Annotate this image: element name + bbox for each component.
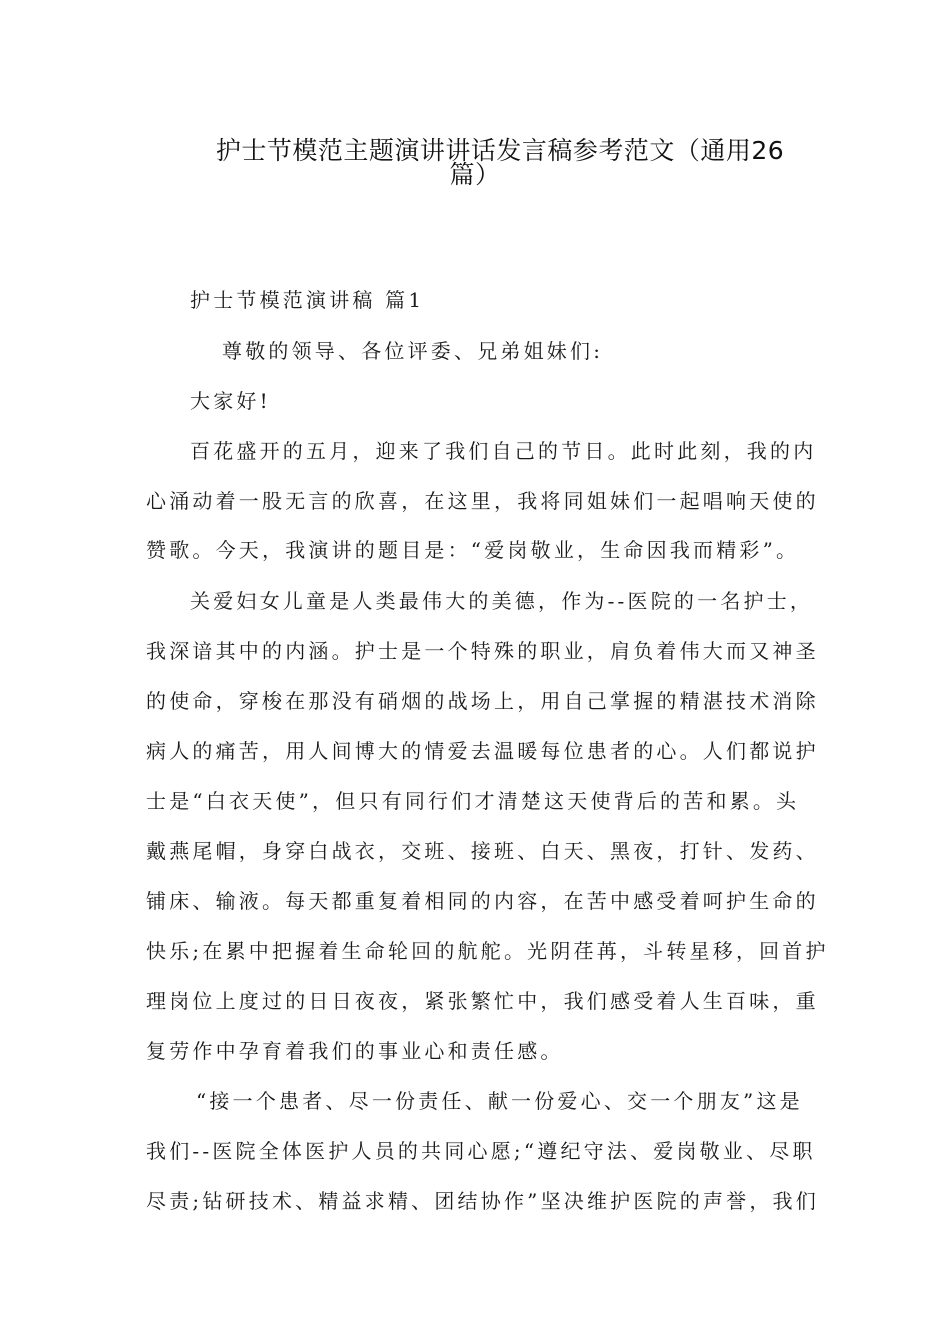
paragraph-line: “接一个患者、尽一份责任、献一份爱心、交一个朋友”这是: [196, 1089, 803, 1113]
paragraph-line: 赞歌。今天，我演讲的题目是：“爱岗敬业，生命因我而精彩”。: [146, 538, 800, 562]
paragraph-line: 心涌动着一股无言的欣喜，在这里，我将同姐妹们一起唱响天使的: [146, 489, 819, 513]
document-title-line-2: 篇）: [449, 160, 501, 189]
paragraph-line: 士是“白衣天使”，但只有同行们才清楚这天使背后的苦和累。头: [146, 789, 800, 813]
paragraph-line: 关爱妇女儿童是人类最伟大的美德，作为--医院的一名护士，: [190, 589, 814, 613]
paragraph-line: 病人的痛苦，用人间博大的情爱去温暖每位患者的心。人们都说护: [146, 739, 819, 763]
paragraph-line: 复劳作中孕育着我们的事业心和责任感。: [146, 1039, 564, 1063]
salutation: 尊敬的领导、各位评委、兄弟姐妹们:: [222, 339, 604, 363]
paragraph-line: 尽责;钻研技术、精益求精、团结协作”坚决维护医院的声誉，我们: [146, 1189, 819, 1213]
paragraph-line: 百花盛开的五月，迎来了我们自己的节日。此时此刻，我的内: [190, 439, 817, 463]
paragraph-line: 我们--医院全体医护人员的共同心愿;“遵纪守法、爱岗敬业、尽职: [146, 1139, 816, 1163]
paragraph-line: 铺床、输液。每天都重复着相同的内容，在苦中感受着呵护生命的: [146, 889, 819, 913]
document-title-line-1: 护士节模范主题演讲讲话发言稿参考范文（通用26: [215, 136, 785, 165]
section-heading: 护士节模范演讲稿 篇1: [190, 288, 425, 312]
paragraph-line: 我深谙其中的内涵。护士是一个特殊的职业，肩负着伟大而又神圣: [146, 639, 819, 663]
paragraph-line: 的使命，穿梭在那没有硝烟的战场上，用自己掌握的精湛技术消除: [146, 689, 819, 713]
greeting: 大家好!: [190, 389, 271, 413]
paragraph-line: 理岗位上度过的日日夜夜，紧张繁忙中，我们感受着人生百味，重: [146, 989, 819, 1013]
paragraph-line: 戴燕尾帽，身穿白战衣，交班、接班、白天、黑夜，打针、发药、: [146, 839, 819, 863]
paragraph-line: 快乐;在累中把握着生命轮回的航舵。光阴荏苒，斗转星移，回首护: [146, 939, 829, 963]
